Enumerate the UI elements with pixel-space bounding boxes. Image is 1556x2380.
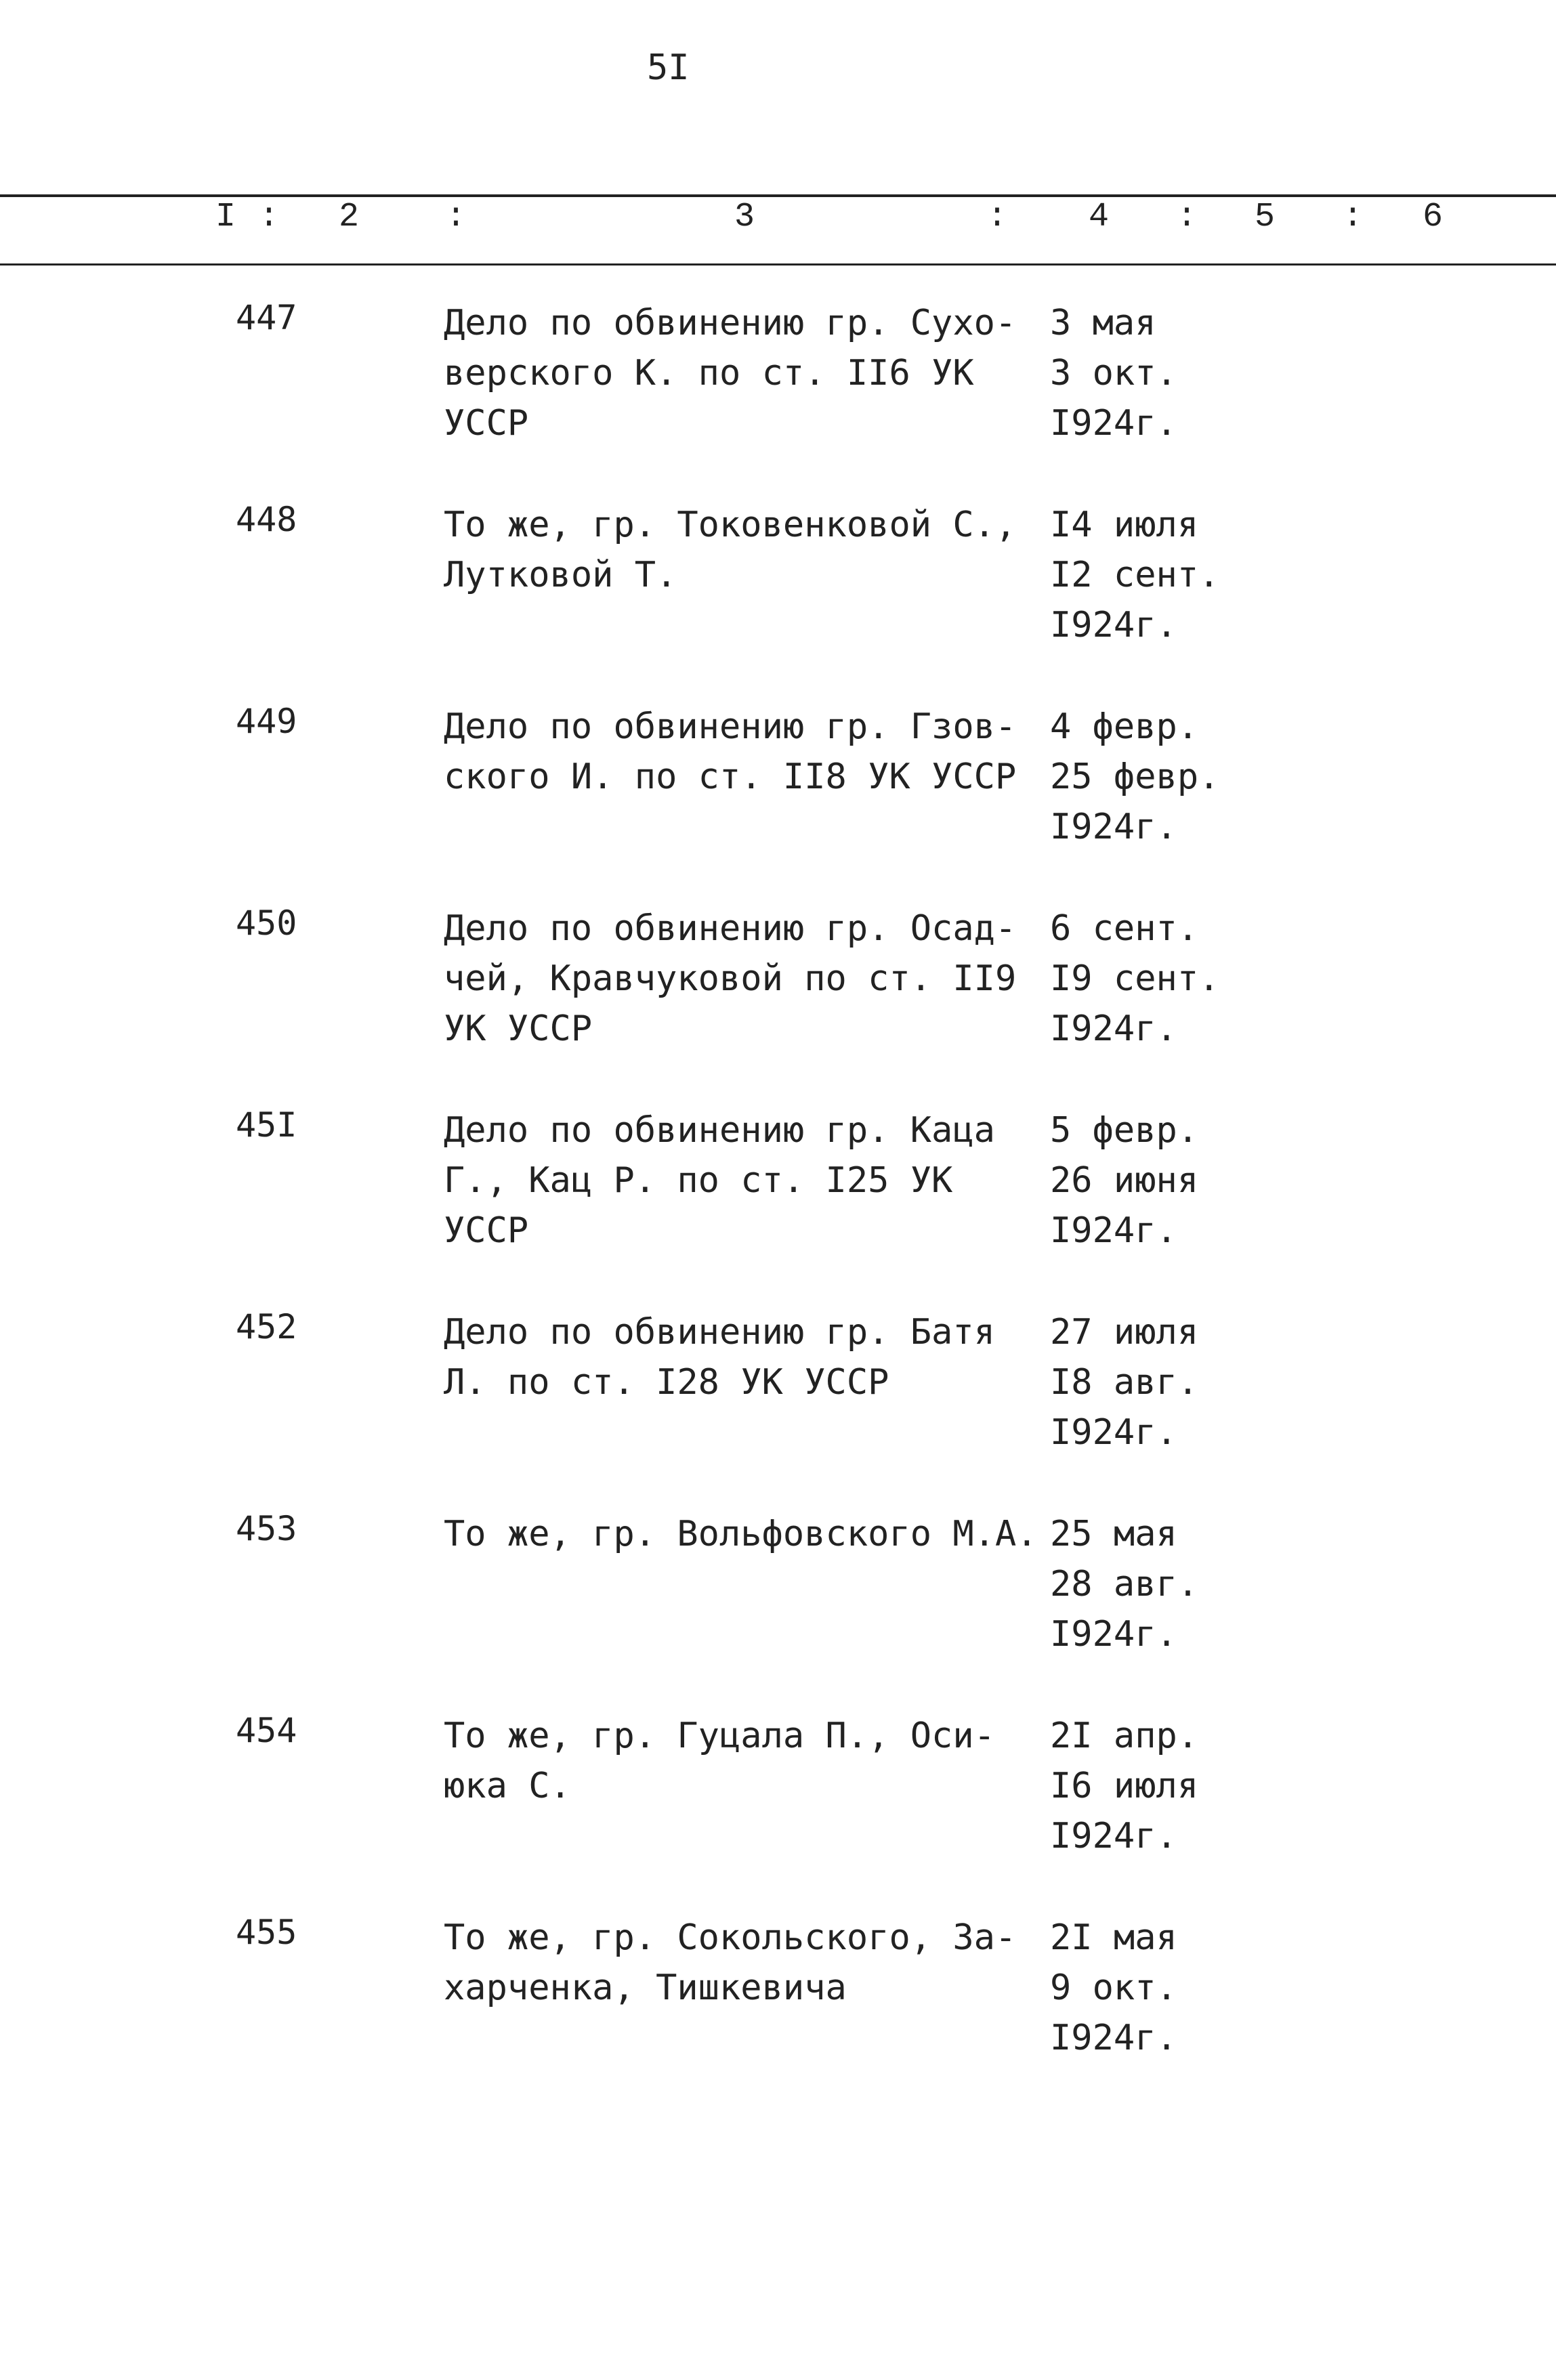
entry-dates: [1050, 702, 1219, 852]
description-line: чей, Кравчуковой по ст. II9: [444, 958, 1017, 999]
date-end: I8 авг.: [1050, 1362, 1199, 1403]
description-line: харченка, Тишкевича: [444, 1968, 847, 2008]
column-header-5: 5: [1255, 198, 1276, 236]
date-end: I6 июля: [1050, 1766, 1199, 1806]
entry-number: 45I: [236, 1105, 297, 1145]
entry-number: 449: [236, 702, 297, 741]
description-line: УССР: [444, 403, 529, 444]
column-header-1: I: [215, 198, 236, 236]
date-end: 25 февр.: [1050, 757, 1220, 797]
description-line: УК УССР: [444, 1008, 593, 1049]
description-line: Дело по обвинению гр. Гзов-: [444, 706, 1017, 747]
description-line: То же, гр. Сокольского, За-: [444, 1917, 1017, 1958]
description-line: Дело по обвинению гр. Осад-: [444, 908, 1017, 949]
column-header-6: 6: [1423, 198, 1444, 236]
date-end: I9 сент.: [1050, 958, 1220, 999]
entry-description: [444, 298, 1016, 448]
date-end: 3 окт.: [1050, 353, 1177, 394]
entry-number: 453: [236, 1509, 297, 1548]
date-start: I4 июля: [1050, 505, 1199, 545]
column-header-separator: :: [259, 198, 280, 236]
description-line: юка С.: [444, 1766, 571, 1806]
description-line: ского И. по ст. II8 УК УССР: [444, 757, 1017, 797]
entry-description: [444, 1105, 995, 1256]
date-end: I2 сент.: [1050, 555, 1220, 595]
column-header-separator: :: [1343, 198, 1364, 236]
description-line: Г., Кац Р. по ст. I25 УК: [444, 1160, 953, 1201]
description-line: Лутковой Т.: [444, 555, 677, 595]
description-line: верского К. по ст. II6 УК: [444, 353, 974, 394]
date-year: I924г.: [1050, 807, 1177, 847]
header-top-rule: [0, 194, 1556, 197]
date-start: 25 мая: [1050, 1514, 1177, 1554]
date-start: 2I апр.: [1050, 1716, 1199, 1756]
description-line: То же, гр. Вольфовского М.А.: [444, 1514, 1038, 1554]
entry-dates: [1050, 904, 1219, 1054]
column-header-separator: :: [1177, 198, 1198, 236]
date-start: 6 сент.: [1050, 908, 1199, 949]
description-line: УССР: [444, 1210, 529, 1251]
column-header-2: 2: [339, 198, 360, 236]
entry-description: [444, 1509, 1038, 1559]
entry-dates: [1050, 298, 1177, 448]
entry-description: [444, 1913, 1016, 2013]
date-end: 26 июня: [1050, 1160, 1199, 1201]
entry-description: [444, 904, 1016, 1054]
description-line: Дело по обвинению гр. Сухо-: [444, 303, 1017, 343]
column-header-3: 3: [734, 198, 755, 236]
date-start: 3 мая: [1050, 303, 1156, 343]
date-end: 9 окт.: [1050, 1968, 1177, 2008]
entry-number: 450: [236, 904, 297, 943]
entry-description: [444, 1711, 995, 1811]
entry-dates: [1050, 1913, 1177, 2063]
date-year: I924г.: [1050, 2018, 1177, 2058]
entry-number: 448: [236, 500, 297, 539]
entry-number: 454: [236, 1711, 297, 1750]
date-year: I924г.: [1050, 1412, 1177, 1453]
column-header-separator: :: [987, 198, 1008, 236]
description-line: Дело по обвинению гр. Каца: [444, 1110, 995, 1151]
date-year: I924г.: [1050, 1816, 1177, 1856]
date-year: I924г.: [1050, 1614, 1177, 1655]
date-year: I924г.: [1050, 403, 1177, 444]
description-line: То же, гр. Гуцала П., Оси-: [444, 1716, 995, 1756]
entry-dates: [1050, 1711, 1198, 1861]
date-start: 2I мая: [1050, 1917, 1177, 1958]
date-start: 5 февр.: [1050, 1110, 1199, 1151]
entry-description: [444, 702, 1016, 802]
date-end: 28 авг.: [1050, 1564, 1199, 1605]
date-start: 4 февр.: [1050, 706, 1199, 747]
description-line: Дело по обвинению гр. Батя: [444, 1312, 995, 1353]
entry-description: [444, 500, 1016, 600]
column-header-4: 4: [1089, 198, 1110, 236]
header-bottom-rule: [0, 263, 1556, 265]
date-year: I924г.: [1050, 1210, 1177, 1251]
page-number: 5I: [647, 47, 690, 88]
description-line: То же, гр. Токовенковой С.,: [444, 505, 1017, 545]
entry-number: 447: [236, 298, 297, 337]
entry-dates: [1050, 1509, 1198, 1659]
description-line: Л. по ст. I28 УК УССР: [444, 1362, 889, 1403]
column-header-separator: :: [446, 198, 467, 236]
entry-dates: [1050, 1307, 1198, 1458]
entry-dates: [1050, 1105, 1198, 1256]
date-year: I924г.: [1050, 605, 1177, 645]
entry-description: [444, 1307, 995, 1407]
entry-number: 455: [236, 1913, 297, 1952]
date-start: 27 июля: [1050, 1312, 1199, 1353]
entry-number: 452: [236, 1307, 297, 1346]
date-year: I924г.: [1050, 1008, 1177, 1049]
entry-dates: [1050, 500, 1219, 650]
